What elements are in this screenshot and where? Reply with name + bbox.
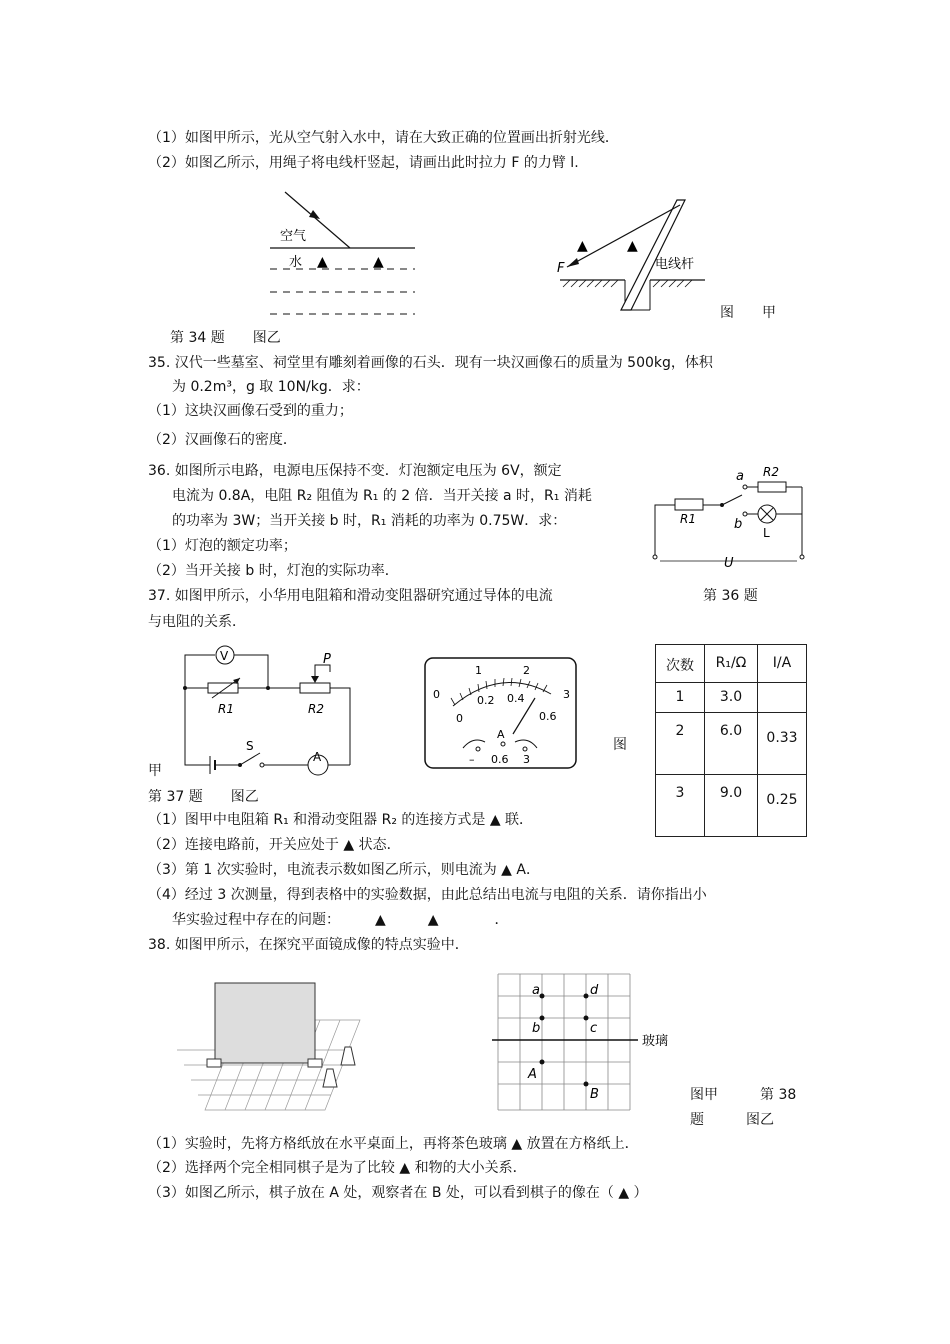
q34-label-jia: 图 甲 — [720, 305, 776, 321]
q37-item4b: 华实验过程中存在的问题： ▲ ▲ ． — [172, 912, 509, 928]
air-label: 空气 — [280, 229, 307, 244]
q38-line1: 38. 如图甲所示，在探究平面镜成像的特点实验中． — [148, 937, 469, 953]
point-B: B — [590, 1087, 599, 1102]
q36-u-label: U — [724, 556, 734, 571]
cell-2-2: 6.0 — [705, 713, 758, 775]
cell-1-2: 3.0 — [705, 683, 758, 713]
th-count: 次数 — [656, 645, 705, 683]
cell-1-1: 1 — [656, 683, 705, 713]
q37-item2: （2）连接电路前，开关应处于 ▲ 状态． — [148, 837, 401, 853]
dial-top-0: 0 — [433, 688, 440, 701]
cell-2-3: 0.33 — [758, 713, 807, 775]
q37-data-table — [655, 644, 807, 837]
q35-line2: 为 0.2m³，g 取 10N/kg．求： — [172, 379, 370, 395]
q34-line1: （1）如图甲所示，光从空气射入水中，请在大致正确的位置画出折射光线． — [148, 130, 619, 146]
q38-item1: （1）实验时，先将方格纸放在水平桌面上，再将茶色玻璃 ▲ 放置在方格纸上． — [148, 1136, 639, 1152]
switch-s-label: S — [246, 739, 254, 753]
q37-r2-label: R2 — [308, 702, 324, 716]
svg-text:▲: ▲ — [577, 238, 588, 254]
pole-label: 电线杆 — [655, 257, 695, 272]
water-label: 水 — [289, 255, 303, 270]
q35-line3: （1）这块汉画像石受到的重力； — [148, 403, 353, 419]
q36-line2: 电流为 0.8A，电阻 R₂ 阻值为 R₁ 的 2 倍．当开关接 a 时，R₁ 消耗 — [172, 488, 592, 504]
dial-top-3: 3 — [563, 688, 570, 701]
terminal-06: 0.6 — [491, 753, 509, 766]
q37-r1-label: R1 — [218, 702, 234, 716]
dial-top-1: 1 — [475, 664, 482, 677]
q35-line1: 35. 汉代一些墓室、祠堂里有雕刻着画像的石头．现有一块汉画像石的质量为 500kg，体积 — [148, 355, 713, 371]
cell-3-3: 0.25 — [758, 775, 807, 837]
q37-label-tu: 图 — [613, 737, 627, 753]
dial-bottom-0: 0 — [456, 712, 463, 725]
q36-line4: （1）灯泡的额定功率； — [148, 538, 297, 554]
q34-caption: 第 34 题 图乙 — [170, 330, 281, 346]
svg-text:▲: ▲ — [373, 254, 384, 270]
q37-label-jia: 甲 — [148, 763, 162, 779]
q36-b-label: b — [734, 517, 743, 532]
q36-l-label: L — [763, 526, 770, 540]
q37-item3: （3）第 1 次实验时，电流表示数如图乙所示，则电流为 ▲ A． — [148, 862, 540, 878]
q34-line2: （2）如图乙所示，用绳子将电线杆竖起，请画出此时拉力 F 的力臂 l. — [148, 155, 579, 171]
cell-2-1: 2 — [656, 713, 705, 775]
cell-1-3 — [758, 683, 807, 713]
point-c: c — [590, 1021, 598, 1036]
q38-caption2: 题 图乙 — [690, 1112, 774, 1128]
cell-3-1: 3 — [656, 775, 705, 837]
terminal-3: 3 — [523, 753, 530, 766]
q36-line3: 的功率为 3W；当开关接 b 时，R₁ 消耗的功率为 0.75W．求： — [172, 513, 567, 529]
point-a: a — [532, 983, 540, 998]
cell-3-2: 9.0 — [705, 775, 758, 837]
q38-caption1: 图甲 第 38 — [690, 1087, 797, 1103]
th-r1: R₁/Ω — [705, 645, 758, 683]
q37-line2: 与电阻的关系． — [148, 614, 246, 630]
q37-item1: （1）图甲中电阻箱 R₁ 和滑动变阻器 R₂ 的连接方式是 ▲ 联． — [148, 812, 534, 828]
point-A: A — [528, 1067, 537, 1082]
ammeter-label: A — [313, 750, 322, 764]
q38-item2: （2）选择两个完全相同棋子是为了比较 ▲ 和物的大小关系． — [148, 1160, 527, 1176]
refraction-figure — [265, 188, 425, 318]
dial-bottom-3: 0.6 — [539, 710, 557, 723]
dial-bottom-2: 0.4 — [507, 692, 525, 705]
dial-top-2: 2 — [523, 664, 530, 677]
q36-circuit — [650, 462, 810, 574]
q36-line5: （2）当开关接 b 时，灯泡的实际功率． — [148, 563, 399, 579]
q35-line4: （2）汉画像石的密度． — [148, 432, 297, 448]
mirror-setup-figure — [165, 975, 375, 1115]
q38-item3: （3）如图乙所示，棋子放在 A 处，观察者在 B 处，可以看到棋子的像在（ ▲ ） — [148, 1185, 648, 1201]
terminal-minus: – — [469, 753, 475, 766]
point-d: d — [590, 983, 599, 998]
dial-unit-a: A — [497, 728, 505, 741]
q36-r2-label: R2 — [763, 465, 779, 479]
q36-line1: 36. 如图所示电路，电源电压保持不变．灯泡额定电压为 6V，额定 — [148, 463, 562, 479]
grid-figure — [490, 972, 680, 1112]
force-label: F — [557, 261, 565, 276]
th-current: I/A — [758, 645, 807, 683]
q37-item4a: （4）经过 3 次测量，得到表格中的实验数据，由此总结出电流与电阻的关系．请你指出小 — [148, 887, 707, 903]
q37-caption: 第 37 题 图乙 — [148, 789, 259, 805]
svg-text:▲: ▲ — [317, 254, 328, 270]
q36-a-label: a — [736, 469, 744, 484]
pole-figure — [555, 195, 715, 315]
slider-p-label: P — [323, 652, 331, 667]
q36-caption: 第 36 题 — [703, 588, 758, 604]
glass-label: 玻璃 — [642, 1034, 669, 1049]
dial-bottom-1: 0.2 — [477, 694, 495, 707]
point-b: b — [532, 1021, 541, 1036]
voltmeter-label: V — [220, 649, 229, 663]
q36-r1-label: R1 — [680, 512, 696, 526]
q37-circuit — [180, 640, 365, 780]
svg-text:▲: ▲ — [627, 238, 638, 254]
ammeter-dial — [423, 656, 579, 770]
q37-line1: 37. 如图甲所示，小华用电阻箱和滑动变阻器研究通过导体的电流 — [148, 588, 553, 604]
